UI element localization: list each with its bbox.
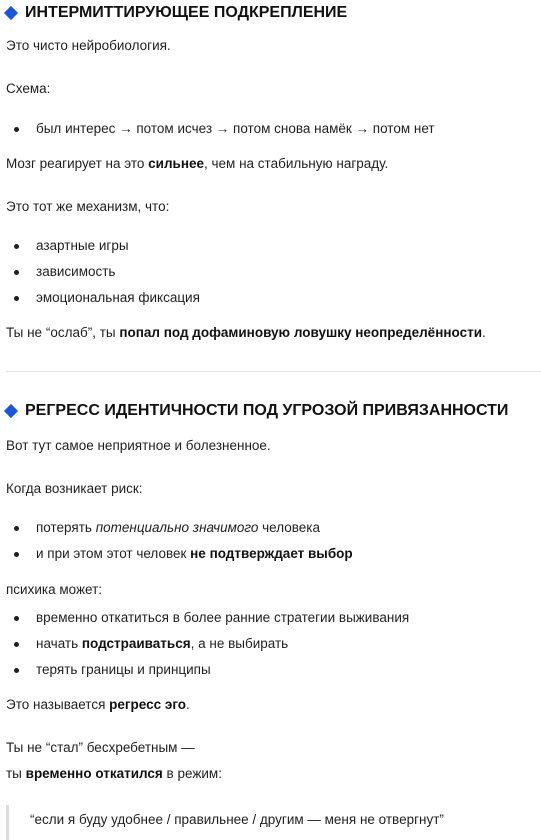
paragraph: Это чисто нейробиология.	[6, 38, 171, 53]
list-item: азартные игры	[36, 238, 129, 253]
paragraph: Вот тут самое неприятное и болезненное.	[6, 438, 271, 453]
blue-diamond-icon	[4, 6, 18, 20]
paragraph: Ты не “стал” бесхребетным —	[6, 740, 195, 755]
paragraph: Это тот же механизм, что:	[6, 199, 170, 214]
list-item: зависимость	[36, 264, 116, 279]
section-heading	[6, 4, 347, 22]
section-title: РЕГРЕСС ИДЕНТИЧНОСТИ ПОД УГРОЗОЙ ПРИВЯЗАННОСТИ	[25, 402, 509, 419]
list-item: временно откатиться в более ранние стратегии выживания	[36, 610, 410, 625]
list-item: и при этом этот человек не подтверждает выбор	[36, 546, 353, 561]
list-item: начать подстраиваться, а не выбирать	[36, 636, 289, 651]
paragraph: психика может:	[6, 582, 103, 597]
paragraph: ты временно откатился в режим:	[6, 766, 222, 781]
blockquote: “если я буду удобнее / правильнее / другим — меня не отвергнут”	[30, 812, 444, 827]
section-title: ИНТЕРМИТТИРУЮЩЕЕ ПОДКРЕПЛЕНИЕ	[25, 4, 348, 21]
list-item: эмоциональная фиксация	[36, 290, 200, 305]
list-item: терять границы и принципы	[36, 662, 211, 677]
blue-diamond-icon	[4, 404, 18, 418]
list-item: потерять потенциально значимого человека	[36, 520, 321, 535]
list-item: был интерес → потом исчез → потом снова намёк → потом нет	[36, 121, 435, 136]
blockquote-bar	[6, 805, 9, 840]
paragraph: Ты не “ослаб”, ты попал под дофаминовую ловушку неопределённости.	[6, 325, 486, 340]
paragraph: Мозг реагирует на это сильнее, чем на стабильную награду.	[6, 156, 389, 171]
paragraph: Это называется регресс эго.	[6, 697, 190, 712]
paragraph: Когда возникает риск:	[6, 481, 143, 496]
section-heading	[6, 402, 508, 420]
paragraph: Схема:	[6, 81, 51, 96]
section-divider	[6, 371, 541, 372]
